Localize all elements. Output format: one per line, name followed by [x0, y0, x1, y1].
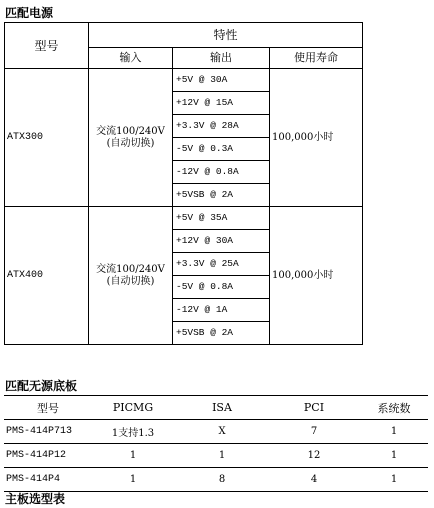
psu-output-cell: +3.3V @ 25A	[173, 253, 270, 276]
psu-header-output: 输出	[173, 48, 270, 69]
bp-header-systems: 系统数	[360, 396, 428, 420]
psu-output-cell: +3.3V @ 28A	[173, 115, 270, 138]
psu-model-cell: ATX400	[5, 207, 89, 345]
bp-cell-pci: 12	[268, 444, 360, 468]
bp-header-picmg: PICMG	[90, 396, 176, 420]
psu-output-cell: +12V @ 30A	[173, 230, 270, 253]
psu-header-model: 型号	[5, 23, 89, 69]
psu-output-cell: -5V @ 0.3A	[173, 138, 270, 161]
mb-section-title: 主板选型表	[5, 492, 66, 506]
bp-header-isa: ISA	[176, 396, 268, 420]
psu-header-input: 输入	[89, 48, 173, 69]
backplane-table	[4, 395, 428, 492]
bp-cell-pci: 7	[268, 420, 360, 444]
table-row	[4, 444, 428, 468]
psu-input-cell	[89, 207, 173, 345]
psu-table	[4, 22, 363, 345]
psu-header-life: 使用寿命	[270, 48, 363, 69]
bp-header-model: 型号	[4, 396, 90, 420]
bp-cell-picmg: 1支持1.3	[90, 420, 176, 444]
psu-output-cell: +5VSB @ 2A	[173, 322, 270, 345]
psu-life-cell: 100,000小时	[270, 69, 363, 207]
psu-input-line2: (自动切换)	[106, 137, 155, 149]
psu-model-cell: ATX300	[5, 69, 89, 207]
bp-header-pci: PCI	[268, 396, 360, 420]
bp-cell-systems: 1	[360, 444, 428, 468]
backplane-section-title: 匹配无源底板	[5, 379, 78, 393]
psu-output-cell: -12V @ 1A	[173, 299, 270, 322]
bp-cell-systems: 1	[360, 468, 428, 492]
psu-header-features: 特性	[89, 23, 363, 48]
bp-cell-model: PMS-414P12	[4, 444, 90, 468]
psu-life-cell: 100,000小时	[270, 207, 363, 345]
psu-output-cell: +12V @ 15A	[173, 92, 270, 115]
bp-cell-model: PMS-414P713	[4, 420, 90, 444]
table-row	[4, 420, 428, 444]
psu-output-cell: -5V @ 0.8A	[173, 276, 270, 299]
bp-cell-pci: 4	[268, 468, 360, 492]
psu-section-title: 匹配电源	[5, 6, 54, 20]
psu-input-cell	[89, 69, 173, 207]
bp-cell-model: PMS-414P4	[4, 468, 90, 492]
psu-input-line2: (自动切换)	[106, 275, 155, 287]
psu-input-line1: 交流100/240V	[96, 263, 165, 275]
psu-output-cell: +5V @ 35A	[173, 207, 270, 230]
bp-cell-isa: X	[176, 420, 268, 444]
bp-cell-picmg: 1	[90, 444, 176, 468]
table-row	[4, 468, 428, 492]
bp-cell-picmg: 1	[90, 468, 176, 492]
psu-input-line1: 交流100/240V	[96, 125, 165, 137]
bp-cell-isa: 1	[176, 444, 268, 468]
psu-output-cell: +5V @ 30A	[173, 69, 270, 92]
psu-output-cell: +5VSB @ 2A	[173, 184, 270, 207]
bp-cell-systems: 1	[360, 420, 428, 444]
psu-output-cell: -12V @ 0.8A	[173, 161, 270, 184]
bp-cell-isa: 8	[176, 468, 268, 492]
